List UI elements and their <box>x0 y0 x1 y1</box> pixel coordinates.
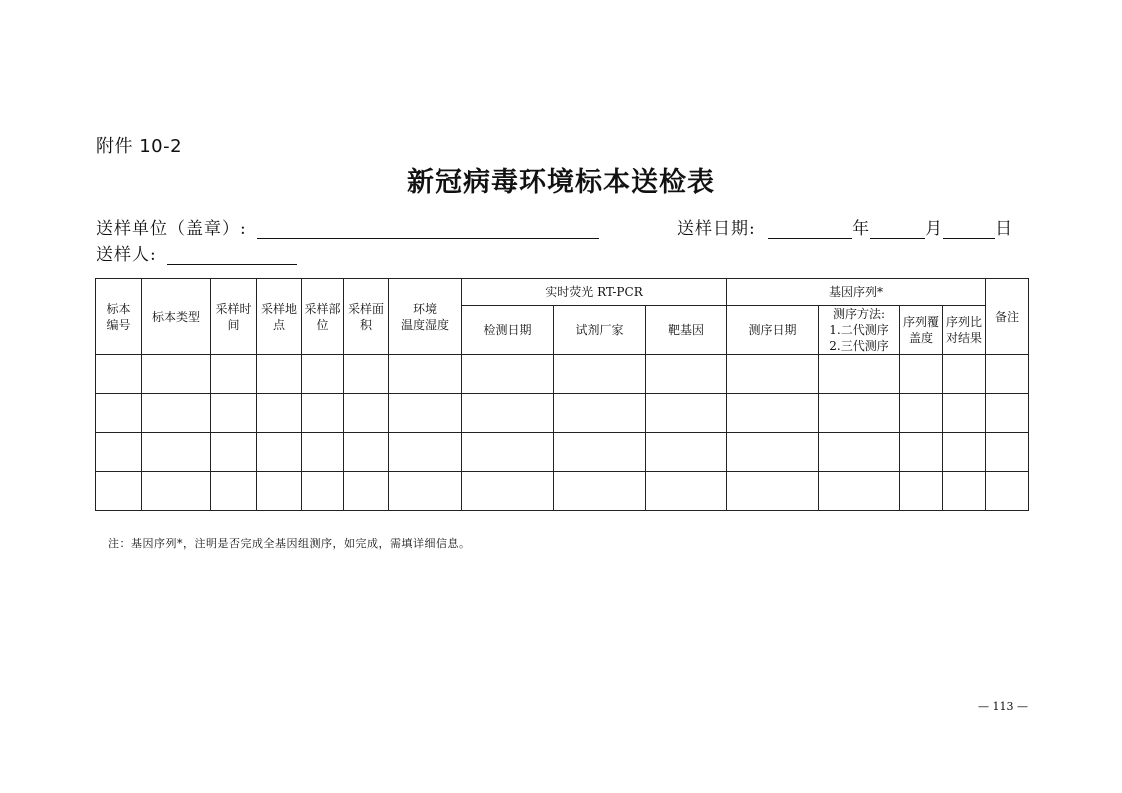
table-cell[interactable] <box>211 394 257 433</box>
table-cell[interactable] <box>257 472 302 511</box>
header-sampling-place: 采样地 点 <box>257 279 302 355</box>
header-sampling-time: 采样时 间 <box>211 279 257 355</box>
header-target-gene: 靶基因 <box>646 306 727 355</box>
table-cell[interactable] <box>462 394 554 433</box>
table-cell[interactable] <box>302 355 344 394</box>
table-cell[interactable] <box>943 433 986 472</box>
header-env-temp-humidity: 环境 温度湿度 <box>389 279 462 355</box>
table-cell[interactable] <box>986 394 1029 433</box>
day-label: 日 <box>995 219 1014 239</box>
table-cell[interactable] <box>943 472 986 511</box>
submission-table <box>95 278 1029 511</box>
header-seq-method: 测序方法: 1.二代测序 2.三代测序 <box>819 306 900 355</box>
table-cell[interactable] <box>96 355 142 394</box>
header-group-pcr: 实时荧光 RT-PCR <box>462 279 727 306</box>
table-cell[interactable] <box>900 472 943 511</box>
table-row <box>96 472 1029 511</box>
table-cell[interactable] <box>211 433 257 472</box>
table-cell[interactable] <box>554 472 646 511</box>
header-seq-date: 测序日期 <box>727 306 819 355</box>
sending-unit-field[interactable] <box>257 221 599 239</box>
header-remarks: 备注 <box>986 279 1029 355</box>
table-cell[interactable] <box>389 472 462 511</box>
sending-date-line <box>677 214 1013 239</box>
table-cell[interactable] <box>646 394 727 433</box>
table-cell[interactable] <box>819 433 900 472</box>
table-cell[interactable] <box>344 433 389 472</box>
sending-date-label: 送样日期: <box>677 219 756 239</box>
table-cell[interactable] <box>462 472 554 511</box>
table-cell[interactable] <box>986 433 1029 472</box>
document-title: 新冠病毒环境标本送检表 <box>407 167 715 198</box>
table-cell[interactable] <box>943 394 986 433</box>
table-cell[interactable] <box>211 355 257 394</box>
header-reagent-maker: 试剂厂家 <box>554 306 646 355</box>
header-sample-type: 标本类型 <box>142 279 211 355</box>
table-cell[interactable] <box>96 472 142 511</box>
footnote: 注：基因序列*，注明是否完成全基因组测序，如完成，需填详细信息。 <box>108 537 471 550</box>
table-body <box>96 355 1029 511</box>
attachment-label: 附件 10-2 <box>96 136 183 157</box>
table-cell[interactable] <box>96 394 142 433</box>
table-cell[interactable] <box>302 472 344 511</box>
sending-unit-line <box>96 214 599 239</box>
table-cell[interactable] <box>462 433 554 472</box>
sender-field[interactable] <box>167 247 297 265</box>
header-sampling-part: 采样部 位 <box>302 279 344 355</box>
table-cell[interactable] <box>142 472 211 511</box>
table-cell[interactable] <box>389 355 462 394</box>
table-cell[interactable] <box>646 355 727 394</box>
table-row <box>96 433 1029 472</box>
table-cell[interactable] <box>389 433 462 472</box>
table-cell[interactable] <box>554 355 646 394</box>
table-cell[interactable] <box>646 472 727 511</box>
table-cell[interactable] <box>142 355 211 394</box>
table-cell[interactable] <box>646 433 727 472</box>
table-cell[interactable] <box>900 394 943 433</box>
table-cell[interactable] <box>819 355 900 394</box>
table-cell[interactable] <box>344 355 389 394</box>
table-cell[interactable] <box>462 355 554 394</box>
table-cell[interactable] <box>302 433 344 472</box>
table-cell[interactable] <box>96 433 142 472</box>
table-cell[interactable] <box>389 394 462 433</box>
table-cell[interactable] <box>142 394 211 433</box>
sender-line <box>96 240 297 265</box>
day-field[interactable] <box>943 221 995 239</box>
table-cell[interactable] <box>257 355 302 394</box>
table-cell[interactable] <box>943 355 986 394</box>
header-seq-compare: 序列比 对结果 <box>943 306 986 355</box>
table-cell[interactable] <box>257 394 302 433</box>
table-cell[interactable] <box>727 394 819 433</box>
table-cell[interactable] <box>819 472 900 511</box>
month-field[interactable] <box>870 221 925 239</box>
table-row <box>96 355 1029 394</box>
month-label: 月 <box>925 219 944 239</box>
header-test-date: 检测日期 <box>462 306 554 355</box>
table-cell[interactable] <box>900 355 943 394</box>
table-row <box>96 394 1029 433</box>
year-label: 年 <box>852 219 871 239</box>
table-cell[interactable] <box>986 472 1029 511</box>
table-cell[interactable] <box>554 433 646 472</box>
header-sampling-area: 采样面 积 <box>344 279 389 355</box>
table-cell[interactable] <box>142 433 211 472</box>
sending-unit-label: 送样单位（盖章）: <box>96 219 247 239</box>
table-cell[interactable] <box>986 355 1029 394</box>
table-cell[interactable] <box>302 394 344 433</box>
header-group-genome: 基因序列* <box>727 279 986 306</box>
table-cell[interactable] <box>727 472 819 511</box>
table-cell[interactable] <box>257 433 302 472</box>
header-seq-coverage: 序列覆 盖度 <box>900 306 943 355</box>
sender-label: 送样人: <box>96 245 157 265</box>
table-cell[interactable] <box>211 472 257 511</box>
table-header-row-1 <box>96 279 1029 306</box>
year-field[interactable] <box>768 221 852 239</box>
table-cell[interactable] <box>819 394 900 433</box>
table-cell[interactable] <box>727 433 819 472</box>
table-cell[interactable] <box>900 433 943 472</box>
table-cell[interactable] <box>344 472 389 511</box>
table-cell[interactable] <box>344 394 389 433</box>
header-sample-no: 标本 编号 <box>96 279 142 355</box>
table-cell[interactable] <box>727 355 819 394</box>
page-number: — 113 — <box>978 700 1028 713</box>
table-cell[interactable] <box>554 394 646 433</box>
